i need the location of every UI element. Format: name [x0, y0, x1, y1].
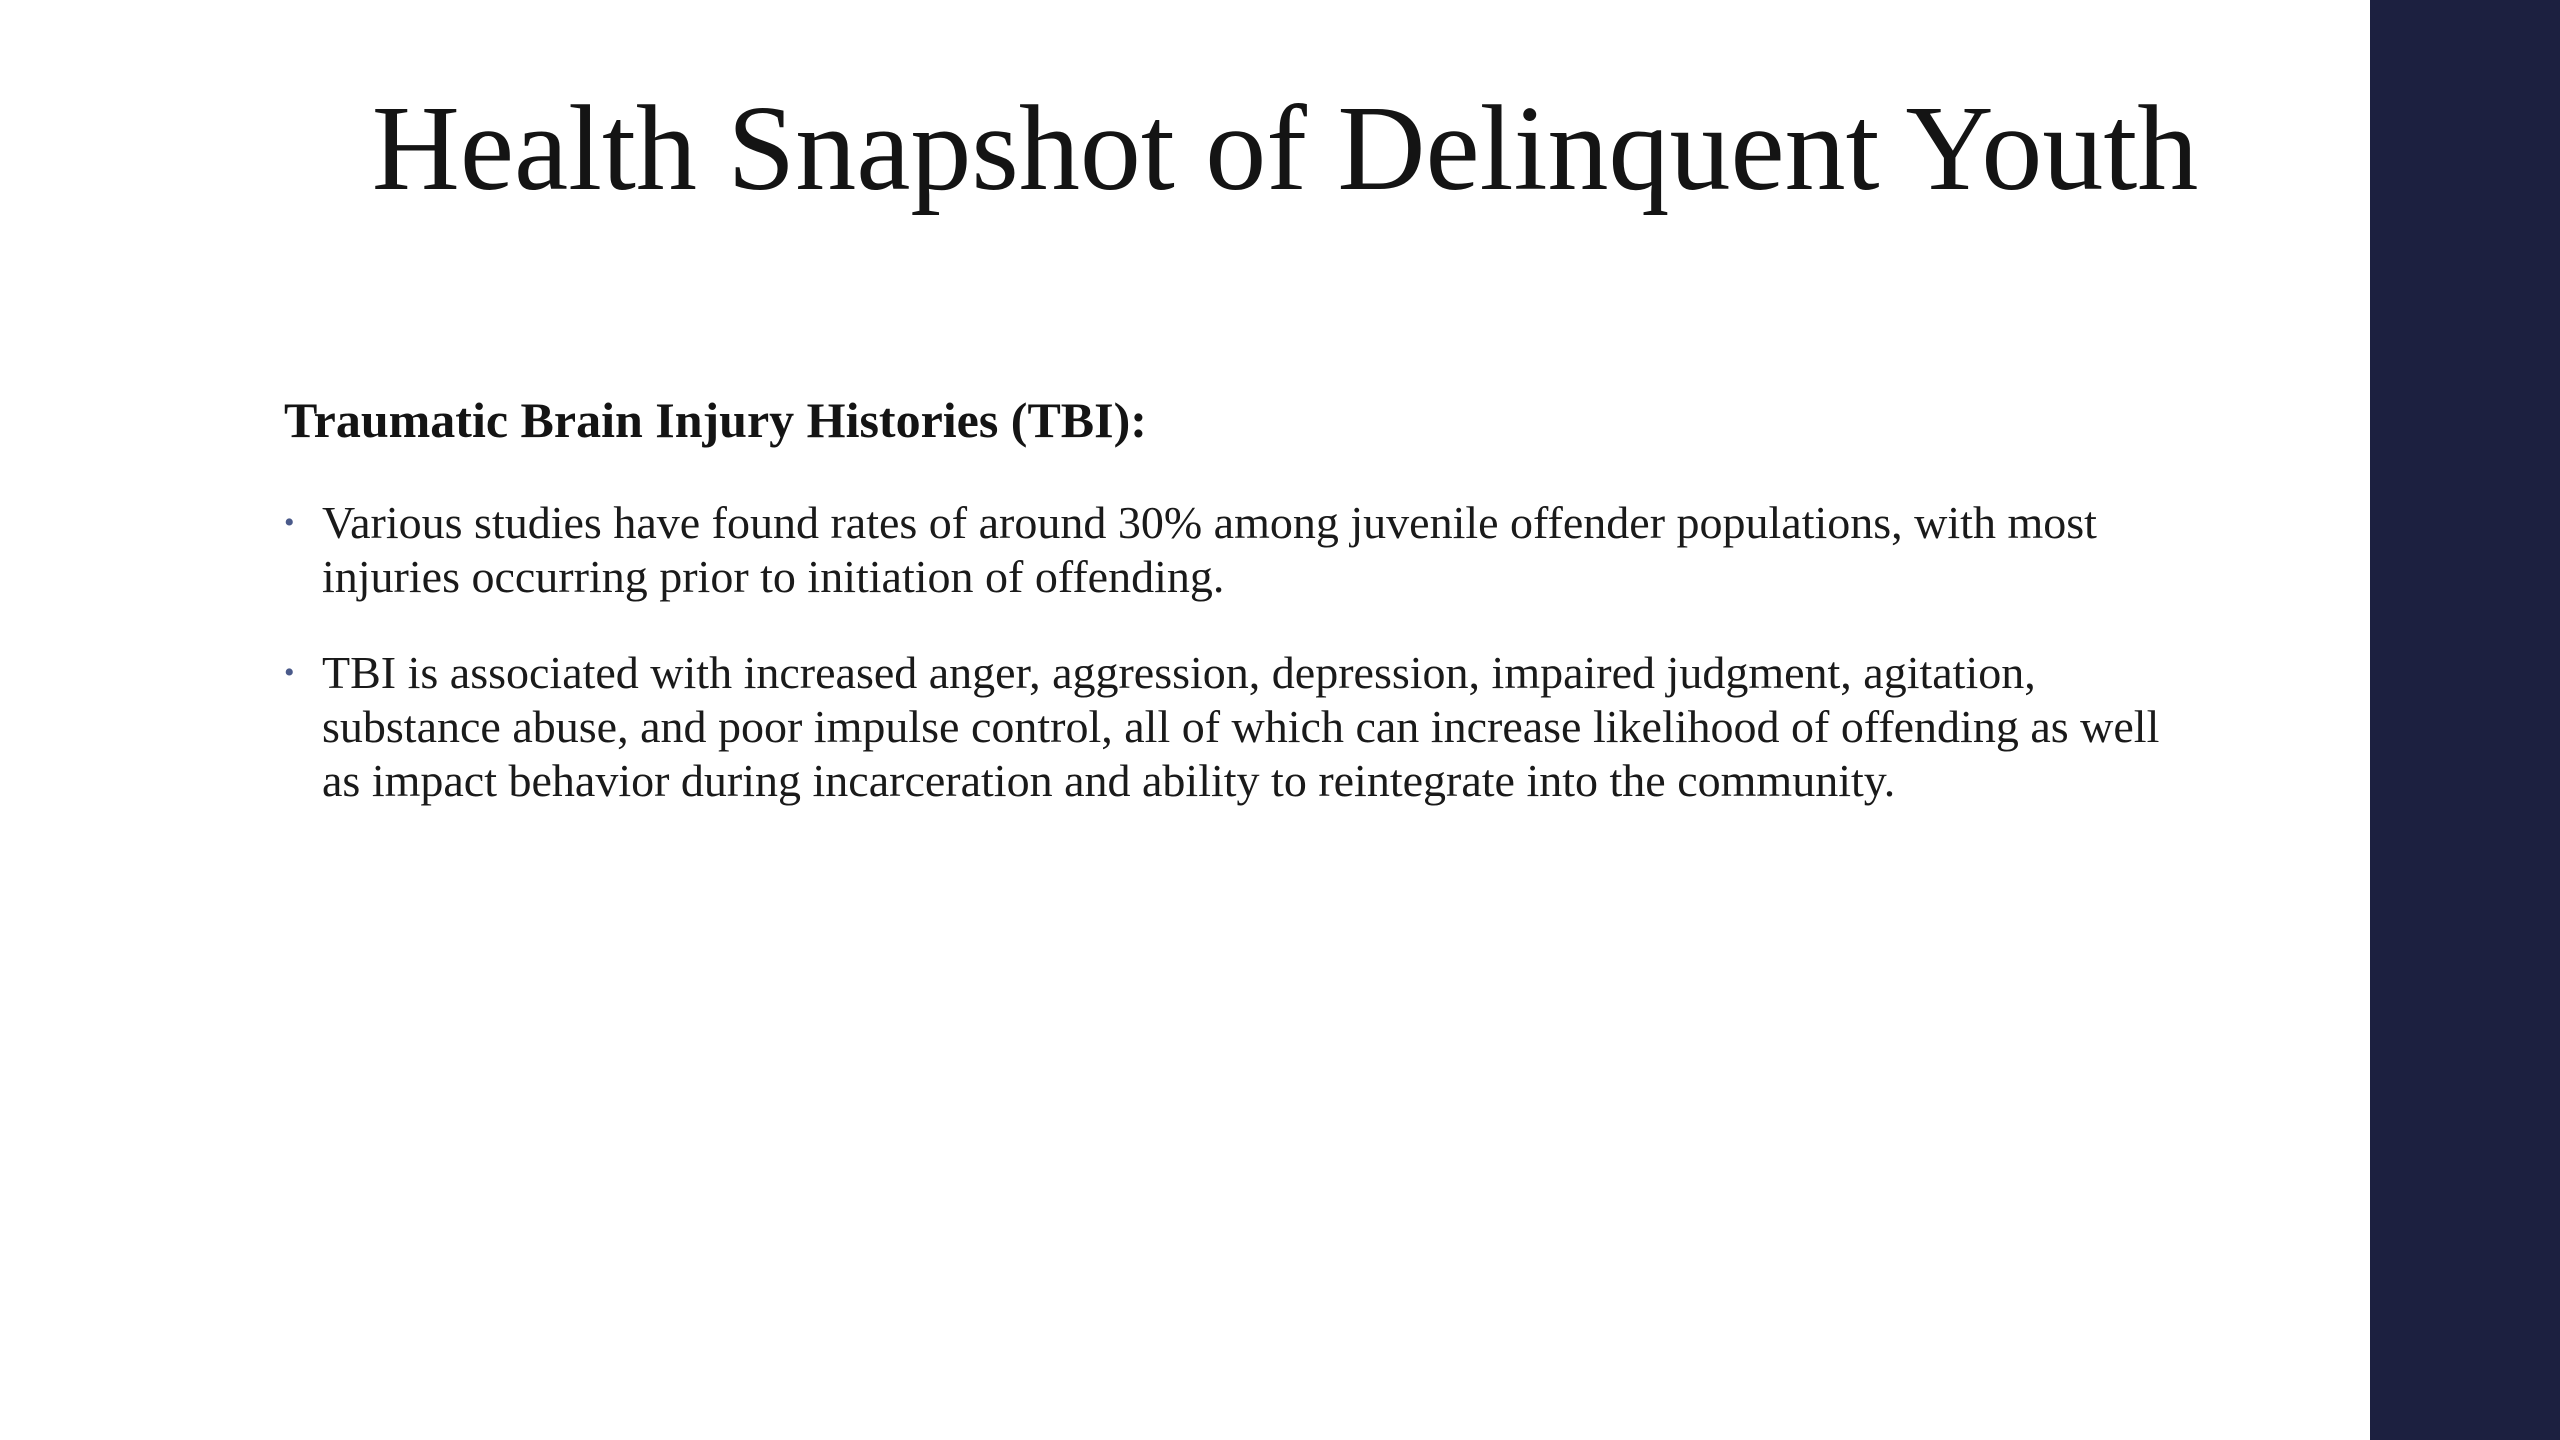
bullet-item-2 [284, 646, 2184, 808]
bullet-list [284, 496, 2184, 808]
bullet-text-1: Various studies have found rates of around 30% among juvenile offender populations, with most injuries occurring prior to initiation of offending. [322, 497, 2097, 602]
section-heading: Traumatic Brain Injury Histories (TBI): [284, 392, 1147, 448]
bullet-item-1 [284, 496, 2184, 604]
bullet-dot-icon: • [284, 656, 295, 689]
decorative-side-bar [2370, 0, 2560, 1440]
bullet-text-2: TBI is associated with increased anger, aggression, depression, impaired judgment, agitation, substance abuse, and poor impulse control, all of which can increase likelihood of offending as well as impact behavior during incarceration and ability to reintegrate into the community. [322, 647, 2160, 806]
slide-content [284, 388, 2184, 850]
bullet-dot-icon: • [284, 506, 295, 539]
slide-title: Health Snapshot of Delinquent Youth [371, 81, 2199, 216]
